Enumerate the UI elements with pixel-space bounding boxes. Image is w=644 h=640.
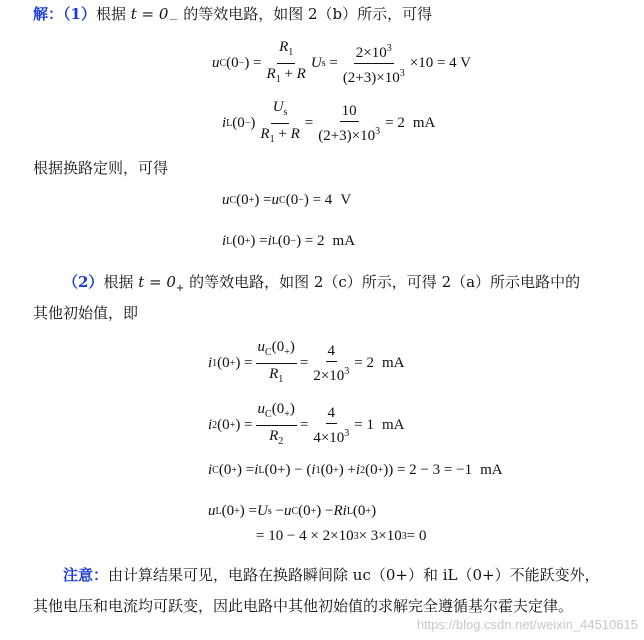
switching-law-text: 根据换路定则，可得 — [33, 159, 169, 177]
equation-ul-line1: u L (0 + ) = U s − u C (0 + ) − Ri L (0 + ) — [208, 503, 377, 519]
equation-il-0-plus: i L (0 + ) = i L (0 − ) = 2 mA — [222, 233, 356, 249]
intro-time-sub: － — [168, 15, 179, 26]
equation-uc-0-minus: u C (0 − ) = $\frac{R_1}{R_1 + R}$ U s = $\frac{2\times 10^3}{(2+3)\times 10^3}$ ×10 = 4 V — [212, 39, 471, 86]
intro-text-b: 的等效电路，如图 2（b）所示，可得 — [183, 5, 433, 23]
intro-text-a: 根据 — [95, 5, 126, 23]
intro-time: t = 0 — [130, 5, 169, 23]
solution-label: 解： — [33, 5, 64, 23]
step-two-time: t = 0 — [138, 273, 176, 291]
watermark: https://blog.csdn.net/weixin_44510615 — [416, 617, 638, 632]
equation-i1: i 1 (0 + ) = $\frac{u_C(0_+)}{R_1}$ = $\frac{4}{2\times 10^3}$ = 2 mA — [208, 339, 405, 385]
intro-line — [33, 4, 432, 31]
step-two-label: （2） — [63, 273, 104, 291]
step-one-label: （1） — [63, 5, 96, 23]
equation-ul-line2: = 10 − 4 × 2×10 3 × 3×10 3 = 0 — [256, 528, 427, 544]
equation-uc-0-plus: u C (0 + ) = u C (0 − ) = 4 V — [222, 192, 352, 208]
step-two-text-b: 的等效电路，如图 2（c）所示，可得 2（a）所示电路中的 — [189, 273, 581, 291]
step-two-line — [63, 272, 580, 299]
equation-ic: i C (0 + ) = i L (0+) − ( i 1 (0 + ) + i 2 (0 + )) = 2 − 3 = −1 mA — [208, 462, 503, 478]
step-two-text-a: 根据 — [103, 273, 134, 291]
equation-i2: i 2 (0 + ) = $\frac{u_C(0_+)}{R_2}$ = $\frac{4}{4\times 10^3}$ = 1 mA — [208, 401, 405, 447]
note-text-a: 由计算结果可见，电路在换路瞬间除 uc（0+）和 iL（0+）不能跃变外， — [108, 566, 600, 584]
note-label: 注意： — [63, 566, 109, 584]
note-line-1 — [63, 565, 600, 585]
step-two-text-c: 其他初始值，即 — [33, 304, 139, 322]
equation-il-0-minus: i L (0 − ) $\frac{U_s}{R_1 + R}$ = $\frac{10}{(2+3)\times 10^3}$ = 2 mA — [222, 99, 436, 145]
note-text-b: 其他电压和电流均可跃变，因此电路中其他初始值的求解完全遵循基尔霍夫定律。 — [33, 597, 574, 615]
step-two-time-sub: + — [175, 283, 185, 294]
